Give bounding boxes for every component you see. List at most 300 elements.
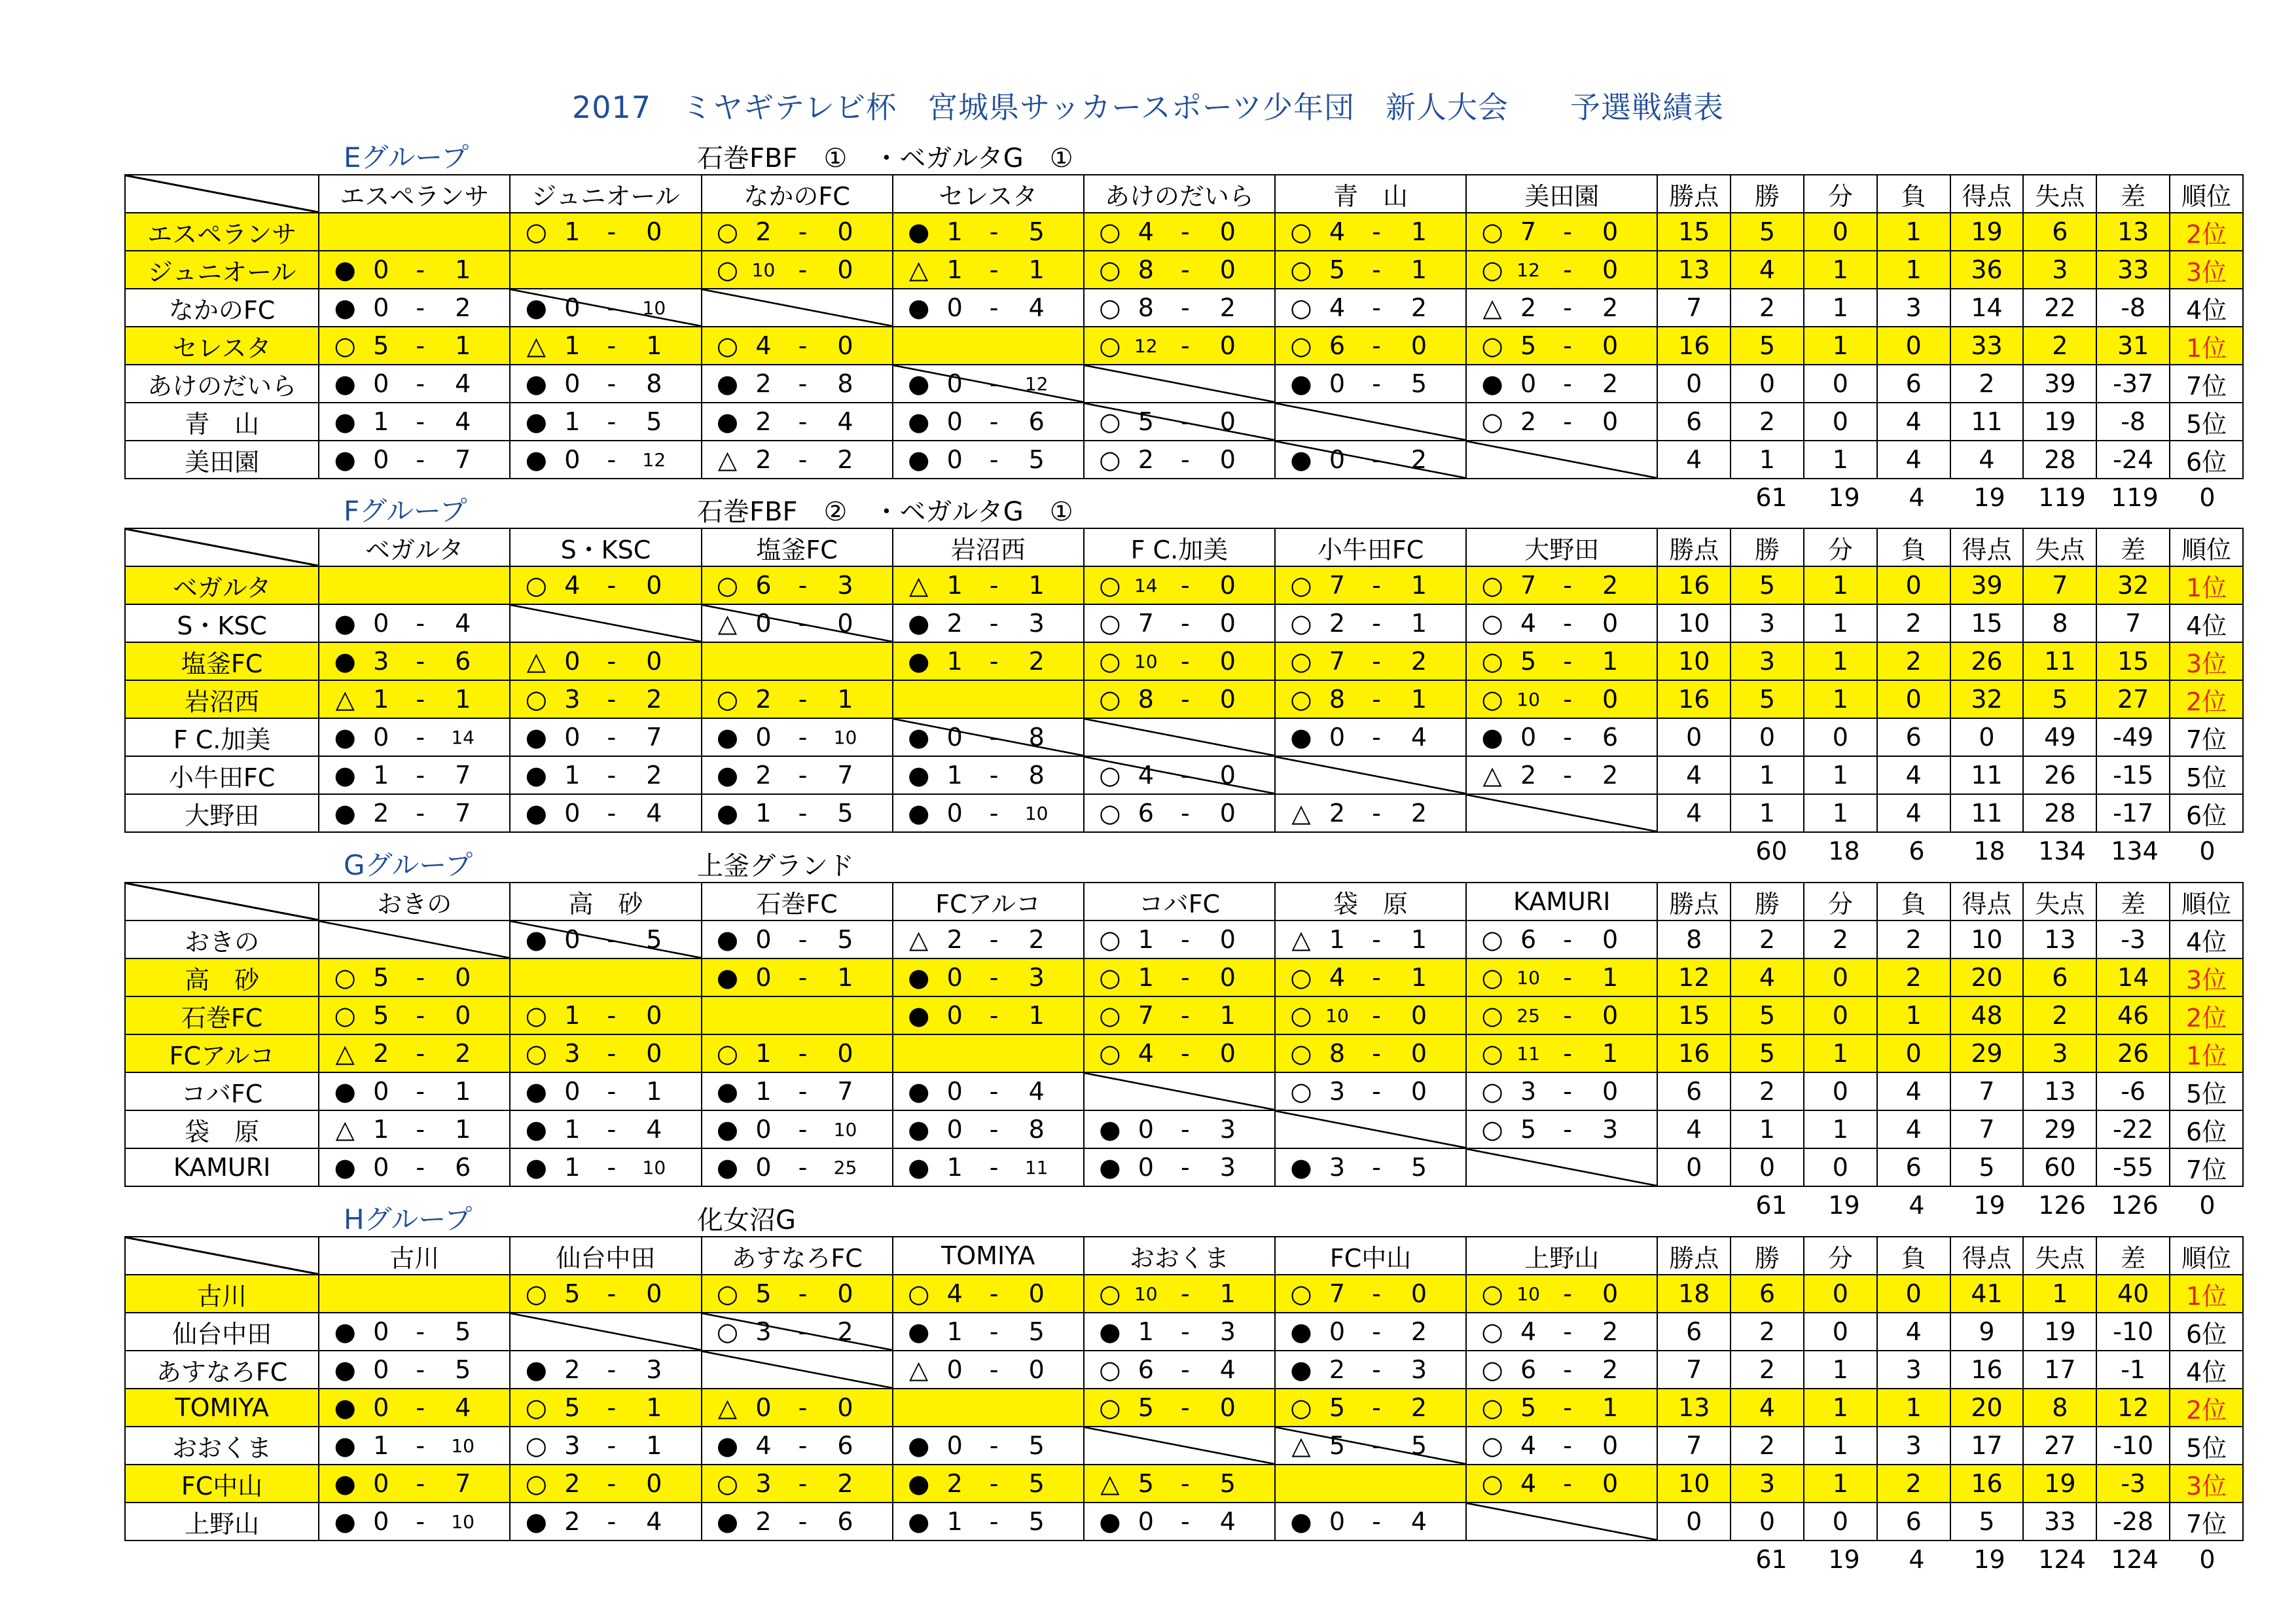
goals-for: 0	[946, 293, 963, 322]
result-symbol: ○	[1481, 1431, 1503, 1460]
result-symbol: ○	[1099, 1039, 1121, 1068]
stat-cell: 0	[1731, 718, 1804, 756]
result-symbol: △	[1482, 761, 1502, 790]
rank-cell: 2位	[2170, 213, 2243, 251]
goals-for: 2	[373, 799, 389, 828]
total-cell: 4	[1909, 483, 1925, 512]
stat-cell: 2	[1950, 365, 2024, 403]
score-separator: -	[607, 1153, 617, 1182]
stat-cell: -8	[2096, 403, 2170, 441]
match-result-cell	[1084, 1313, 1275, 1351]
result-symbol: ○	[1290, 1077, 1312, 1106]
group-name: Hグループ	[344, 1203, 473, 1235]
match-result-cell	[1084, 958, 1275, 996]
goals-against: 2	[455, 1039, 471, 1068]
goals-for: 1	[946, 217, 963, 246]
rank-cell: 4位	[2170, 289, 2243, 327]
result-symbol: ●	[1099, 1153, 1121, 1182]
rank-cell: 6位	[2170, 441, 2243, 479]
result-symbol: ●	[908, 723, 930, 752]
goals-for: 0	[755, 963, 772, 992]
column-team-header: TOMIYA	[893, 1237, 1084, 1275]
table-row	[125, 1427, 2243, 1465]
stat-cell: -10	[2096, 1313, 2170, 1351]
score-separator: -	[1563, 571, 1572, 600]
score-separator: -	[607, 1115, 617, 1144]
goals-against: 0	[646, 1001, 662, 1030]
goals-for: 4	[1138, 217, 1154, 246]
total-cell: 0	[2199, 837, 2215, 866]
stat-cell: 3	[2023, 1034, 2096, 1072]
self-match-cell	[1084, 718, 1275, 756]
match-result-cell	[510, 1034, 701, 1072]
score-separator: -	[607, 1393, 617, 1422]
goals-for: 0	[946, 369, 963, 398]
column-team-header: セレスタ	[893, 175, 1084, 213]
goals-for: 11	[1516, 1042, 1540, 1065]
result-symbol: ○	[1099, 1393, 1121, 1422]
stat-cell: 4	[1877, 794, 1950, 832]
stat-header: 失点	[2023, 883, 2096, 921]
match-result-cell	[702, 680, 893, 718]
stat-cell: 13	[2023, 921, 2096, 958]
group-header	[124, 1198, 2244, 1236]
match-result-cell	[893, 1465, 1084, 1503]
result-symbol: ●	[525, 369, 547, 398]
match-result-cell	[319, 289, 510, 327]
match-result-cell	[893, 1503, 1084, 1541]
goals-against: 6	[1602, 723, 1619, 752]
stat-header: 勝点	[1657, 883, 1731, 921]
stat-cell: 6	[1877, 718, 1950, 756]
result-symbol: ●	[908, 761, 930, 790]
goals-against: 1	[1602, 1393, 1619, 1422]
result-symbol: ○	[1099, 331, 1121, 360]
score-separator: -	[798, 217, 808, 246]
goals-for: 0	[755, 1393, 772, 1422]
score-separator: -	[1372, 1317, 1381, 1346]
result-symbol: ○	[1481, 331, 1503, 360]
result-symbol: ●	[908, 1153, 930, 1182]
table-row	[125, 566, 2243, 604]
total-cell: 61	[1755, 483, 1787, 512]
stat-cell: 1	[2023, 1275, 2096, 1313]
result-symbol: ●	[908, 1077, 930, 1106]
goals-for: 3	[373, 647, 389, 676]
score-separator: -	[989, 925, 999, 954]
header-row	[125, 528, 2243, 566]
goals-for: 1	[373, 1115, 389, 1144]
stat-cell: 0	[1657, 1148, 1731, 1186]
score-separator: -	[798, 963, 808, 992]
stat-cell: 31	[2096, 327, 2170, 365]
stat-cell: 1	[1804, 1351, 1877, 1389]
goals-against: 25	[833, 1156, 857, 1178]
match-result-cell	[702, 921, 893, 958]
match-result-cell	[319, 642, 510, 680]
score-separator: -	[1563, 1355, 1572, 1384]
score-separator: -	[1180, 609, 1190, 638]
match-result-cell	[1275, 289, 1466, 327]
total-cell: 19	[1973, 483, 2005, 512]
table-row	[125, 1313, 2243, 1351]
goals-for: 5	[373, 963, 389, 992]
goals-for: 1	[946, 647, 963, 676]
goals-against: 0	[1602, 609, 1619, 638]
table-row	[125, 1465, 2243, 1503]
goals-for: 5	[564, 1393, 581, 1422]
goals-for: 3	[1329, 1153, 1346, 1182]
stat-cell: 1	[1804, 680, 1877, 718]
match-result-cell	[319, 365, 510, 403]
self-match-cell	[1084, 365, 1275, 403]
rank-cell: 5位	[2170, 403, 2243, 441]
goals-for: 0	[946, 1077, 963, 1106]
row-team-name: S・KSC	[125, 604, 319, 642]
result-symbol: ●	[1290, 1507, 1312, 1536]
goals-for: 2	[755, 685, 772, 714]
self-match-cell	[702, 642, 893, 680]
score-separator: -	[989, 1077, 999, 1106]
goals-against: 0	[1410, 1279, 1427, 1308]
goals-against: 0	[646, 217, 662, 246]
score-separator: -	[416, 1039, 425, 1068]
match-result-cell	[1466, 642, 1657, 680]
goals-against: 0	[455, 963, 471, 992]
goals-against: 6	[1028, 407, 1045, 436]
score-separator: -	[798, 609, 808, 638]
goals-for: 4	[1138, 761, 1154, 790]
result-symbol: △	[909, 571, 929, 600]
goals-for: 4	[1329, 217, 1346, 246]
result-symbol: ●	[334, 1317, 356, 1346]
goals-against: 2	[1410, 647, 1427, 676]
match-result-cell	[1466, 1275, 1657, 1313]
stat-header: 失点	[2023, 528, 2096, 566]
goals-against: 0	[1219, 217, 1236, 246]
score-separator: -	[798, 445, 808, 474]
stat-cell: 14	[1950, 289, 2024, 327]
group-venue: 石巻FBF ① ・ベガルタG ①	[697, 143, 1073, 173]
score-separator: -	[1372, 571, 1381, 600]
total-cell: 119	[2038, 483, 2086, 512]
result-symbol: ○	[525, 1431, 547, 1460]
score-separator: -	[798, 1469, 808, 1498]
goals-for: 10	[1134, 1283, 1158, 1305]
score-separator: -	[1372, 293, 1381, 322]
stat-cell: 33	[2096, 251, 2170, 289]
stat-cell: 5	[1731, 566, 1804, 604]
result-symbol: ○	[1290, 1039, 1312, 1068]
score-separator: -	[1372, 963, 1381, 992]
goals-for: 4	[564, 571, 581, 600]
result-symbol: ●	[716, 925, 739, 954]
stat-cell: 8	[2023, 604, 2096, 642]
stat-header: 差	[2096, 883, 2170, 921]
goals-for: 2	[946, 1469, 963, 1498]
result-symbol: ○	[1099, 255, 1121, 284]
stat-cell: 0	[1657, 718, 1731, 756]
goals-for: 0	[946, 407, 963, 436]
row-team-name: KAMURI	[125, 1148, 319, 1186]
match-result-cell	[702, 1503, 893, 1541]
stat-header: 得点	[1950, 528, 2024, 566]
score-separator: -	[1372, 723, 1381, 752]
goals-for: 14	[1134, 574, 1158, 596]
match-result-cell	[319, 403, 510, 441]
stat-cell: 0	[1804, 958, 1877, 996]
match-result-cell	[1275, 958, 1466, 996]
score-separator: -	[989, 571, 999, 600]
score-separator: -	[798, 1317, 808, 1346]
rank-cell: 2位	[2170, 996, 2243, 1034]
score-separator: -	[1180, 255, 1190, 284]
stat-cell: 4	[1950, 441, 2024, 479]
table-row	[125, 1034, 2243, 1072]
stat-cell: 1	[1804, 251, 1877, 289]
stat-cell: 39	[2023, 365, 2096, 403]
stat-cell: 0	[1804, 1313, 1877, 1351]
goals-for: 2	[564, 1507, 581, 1536]
stat-cell: 11	[1950, 403, 2024, 441]
goals-against: 2	[1410, 799, 1427, 828]
score-separator: -	[607, 1001, 617, 1030]
score-separator: -	[416, 1001, 425, 1030]
score-separator: -	[607, 761, 617, 790]
goals-against: 2	[1219, 293, 1236, 322]
score-separator: -	[1180, 1393, 1190, 1422]
match-result-cell	[1466, 718, 1657, 756]
goals-against: 0	[837, 217, 853, 246]
row-team-name: FC中山	[125, 1465, 319, 1503]
column-team-header: FC中山	[1275, 1237, 1466, 1275]
stat-header: 失点	[2023, 1237, 2096, 1275]
goals-against: 5	[646, 407, 662, 436]
goals-against: 0	[1219, 609, 1236, 638]
goals-against: 7	[646, 723, 662, 752]
stat-cell: 4	[1731, 958, 1804, 996]
total-cell: 126	[2111, 1191, 2159, 1220]
goals-for: 0	[946, 445, 963, 474]
result-symbol: ●	[525, 1153, 547, 1182]
goals-for: 1	[1138, 925, 1154, 954]
rank-cell: 1位	[2170, 566, 2243, 604]
goals-for: 3	[1520, 1077, 1537, 1106]
result-symbol: ○	[716, 1039, 739, 1068]
score-separator: -	[989, 445, 999, 474]
goals-for: 4	[1329, 293, 1346, 322]
row-team-name: ベガルタ	[125, 566, 319, 604]
self-match-cell	[510, 958, 701, 996]
match-result-cell	[510, 1148, 701, 1186]
result-symbol: ●	[334, 369, 356, 398]
result-symbol: ○	[716, 331, 739, 360]
stat-cell: 6	[1731, 1275, 1804, 1313]
goals-against: 1	[646, 1077, 662, 1106]
score-separator: -	[1563, 255, 1572, 284]
result-symbol: ●	[334, 407, 356, 436]
score-separator: -	[416, 1115, 425, 1144]
score-separator: -	[416, 445, 425, 474]
goals-against: 0	[646, 1279, 662, 1308]
goals-against: 10	[451, 1510, 475, 1533]
stat-cell: 1	[1877, 996, 1950, 1034]
match-result-cell	[893, 213, 1084, 251]
stat-cell: 0	[1804, 996, 1877, 1034]
goals-against: 5	[1028, 1431, 1045, 1460]
match-result-cell	[1084, 996, 1275, 1034]
stat-cell: 3	[1731, 1465, 1804, 1503]
stat-cell: 10	[1657, 1465, 1731, 1503]
score-separator: -	[416, 1317, 425, 1346]
goals-against: 3	[1602, 1115, 1619, 1144]
stat-cell: 13	[2096, 213, 2170, 251]
match-result-cell	[702, 1389, 893, 1427]
group-section	[124, 490, 2244, 869]
match-result-cell	[510, 996, 701, 1034]
score-separator: -	[1372, 1001, 1381, 1030]
score-separator: -	[1563, 293, 1572, 322]
goals-for: 1	[373, 1431, 389, 1460]
match-result-cell	[1084, 213, 1275, 251]
stat-cell: 4	[1657, 756, 1731, 794]
goals-against: 2	[1602, 1317, 1619, 1346]
goals-against: 6	[455, 1153, 471, 1182]
goals-for: 2	[755, 445, 772, 474]
stat-cell: 1	[1804, 642, 1877, 680]
stat-cell: 26	[2023, 756, 2096, 794]
group-section	[124, 136, 2244, 516]
goals-against: 8	[1028, 723, 1045, 752]
match-result-cell	[319, 1110, 510, 1148]
score-separator: -	[1180, 445, 1190, 474]
stat-header: 分	[1804, 1237, 1877, 1275]
match-result-cell	[702, 1034, 893, 1072]
result-symbol: ○	[525, 571, 547, 600]
stat-cell: 1	[1731, 441, 1804, 479]
goals-for: 3	[755, 1469, 772, 1498]
goals-for: 8	[1138, 685, 1154, 714]
match-result-cell	[1466, 604, 1657, 642]
goals-for: 0	[755, 1153, 772, 1182]
result-symbol: ○	[1481, 1039, 1503, 1068]
goals-against: 7	[455, 445, 471, 474]
stat-cell: 22	[2023, 289, 2096, 327]
row-team-name: エスペランサ	[125, 213, 319, 251]
self-match-cell	[1466, 794, 1657, 832]
score-separator: -	[989, 1115, 999, 1144]
row-team-name: おおくま	[125, 1427, 319, 1465]
row-team-name: 塩釜FC	[125, 642, 319, 680]
self-match-cell	[893, 1389, 1084, 1427]
goals-for: 1	[564, 1001, 581, 1030]
total-cell: 0	[2199, 483, 2215, 512]
score-separator: -	[1180, 331, 1190, 360]
match-result-cell	[1466, 365, 1657, 403]
stat-cell: 17	[2023, 1351, 2096, 1389]
goals-for: 10	[1516, 1283, 1540, 1305]
rank-cell: 3位	[2170, 1465, 2243, 1503]
result-symbol: ●	[908, 407, 930, 436]
result-symbol: ○	[1481, 609, 1503, 638]
score-separator: -	[1372, 647, 1381, 676]
goals-against: 1	[1410, 255, 1427, 284]
match-result-cell	[1084, 1110, 1275, 1148]
goals-against: 0	[1602, 1077, 1619, 1106]
goals-for: 2	[755, 369, 772, 398]
match-result-cell	[1084, 680, 1275, 718]
match-result-cell	[893, 604, 1084, 642]
goals-against: 2	[1028, 925, 1045, 954]
goals-for: 8	[1329, 685, 1346, 714]
goals-against: 0	[646, 1469, 662, 1498]
match-result-cell	[702, 365, 893, 403]
goals-for: 1	[755, 799, 772, 828]
goals-for: 5	[1520, 331, 1537, 360]
match-result-cell	[702, 403, 893, 441]
goals-for: 10	[1325, 1004, 1349, 1027]
goals-against: 1	[1410, 609, 1427, 638]
score-separator: -	[798, 331, 808, 360]
goals-against: 5	[1028, 445, 1045, 474]
column-team-header: 石巻FC	[702, 883, 893, 921]
result-symbol: ●	[525, 761, 547, 790]
score-separator: -	[1563, 217, 1572, 246]
goals-against: 5	[1219, 1469, 1236, 1498]
goals-against: 1	[1410, 925, 1427, 954]
match-result-cell	[893, 718, 1084, 756]
stat-cell: -8	[2096, 289, 2170, 327]
self-match-cell	[510, 251, 701, 289]
stat-cell: -1	[2096, 1351, 2170, 1389]
stat-cell: 5	[1731, 213, 1804, 251]
match-result-cell	[1275, 1148, 1466, 1186]
goals-for: 1	[755, 1077, 772, 1106]
result-symbol: △	[335, 685, 355, 714]
goals-for: 4	[1520, 1469, 1537, 1498]
match-result-cell	[510, 566, 701, 604]
goals-for: 0	[564, 369, 581, 398]
stat-cell: 4	[1657, 794, 1731, 832]
total-cell: 124	[2111, 1545, 2159, 1574]
header-row	[125, 1237, 2243, 1275]
goals-for: 4	[1520, 1431, 1537, 1460]
stat-cell: 0	[1877, 680, 1950, 718]
result-symbol: ○	[1099, 571, 1121, 600]
goals-against: 5	[1028, 1469, 1045, 1498]
rank-cell: 5位	[2170, 756, 2243, 794]
total-cell: 6	[1909, 837, 1925, 866]
column-team-header: 塩釜FC	[702, 528, 893, 566]
result-symbol: ●	[908, 963, 930, 992]
result-symbol: ○	[525, 1469, 547, 1498]
table-row	[125, 327, 2243, 365]
match-result-cell	[319, 1503, 510, 1541]
stat-cell: 0	[1804, 1148, 1877, 1186]
goals-against: 0	[455, 1001, 471, 1030]
stat-cell: 32	[2096, 566, 2170, 604]
corner-cell	[125, 883, 319, 921]
stat-cell: 1	[1877, 1389, 1950, 1427]
column-team-header: 小牛田FC	[1275, 528, 1466, 566]
rank-cell: 1位	[2170, 1034, 2243, 1072]
match-result-cell	[1466, 996, 1657, 1034]
stat-cell: 0	[1731, 1503, 1804, 1541]
goals-against: 7	[455, 799, 471, 828]
self-match-cell	[702, 1351, 893, 1389]
match-result-cell	[1084, 1389, 1275, 1427]
group-section	[124, 844, 2244, 1224]
